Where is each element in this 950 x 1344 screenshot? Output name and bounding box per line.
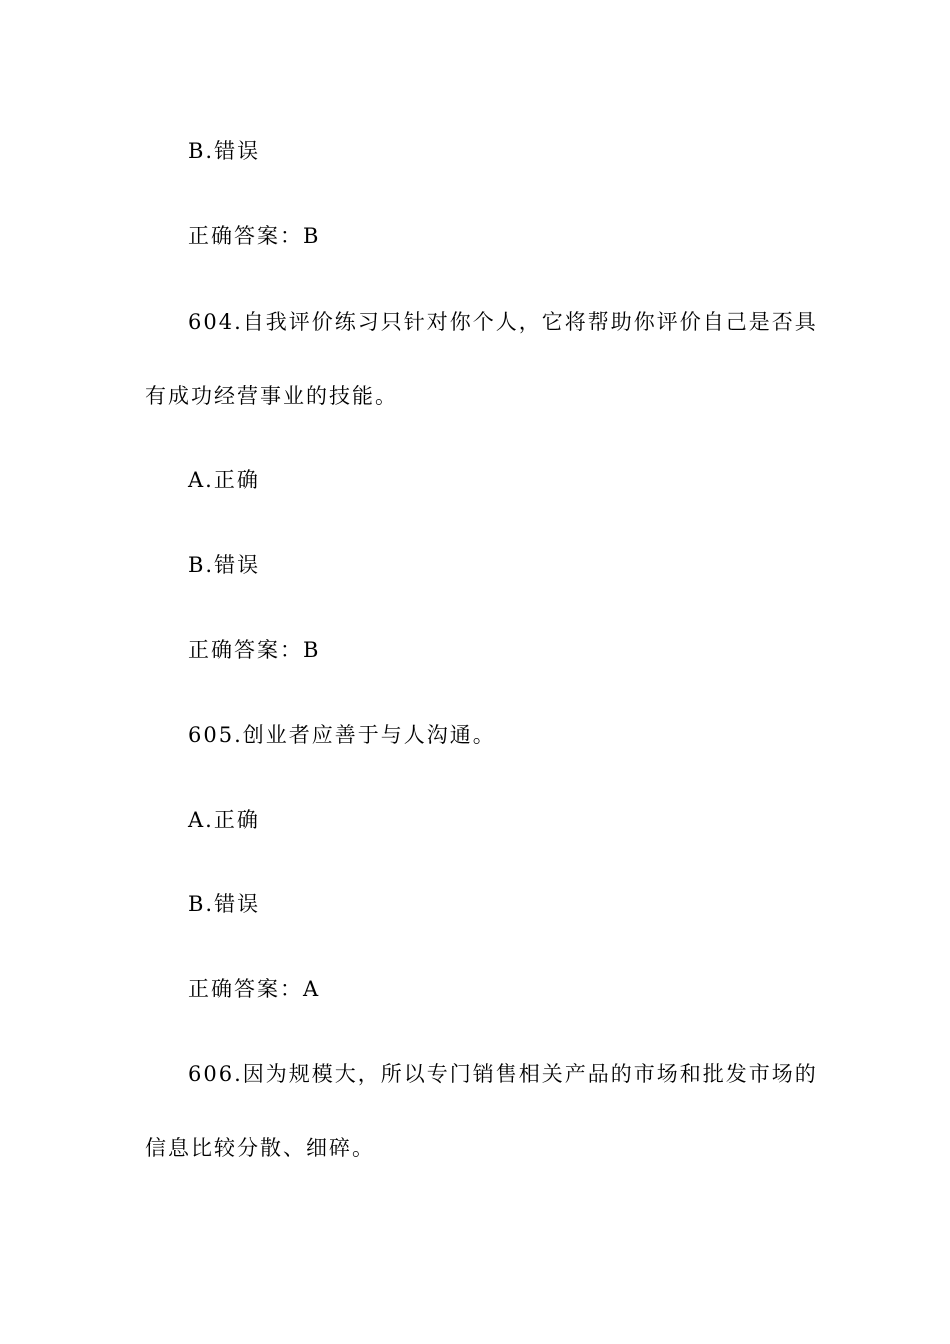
answer-text: 正确答案：B: [188, 638, 321, 662]
option-b-text: B.错误: [188, 892, 261, 916]
option-b-text: B.错误: [188, 553, 261, 577]
option-b-text: B.错误: [188, 139, 261, 163]
answer-text: 正确答案：A: [188, 977, 321, 1001]
answer-text: 正确答案：B: [188, 224, 321, 248]
question-604-text: 604.自我评价练习只针对你个人，它将帮助你评价自己是否具: [188, 310, 818, 334]
question-606-continuation: 信息比较分散、细碎。: [145, 1136, 375, 1160]
question-605-text: 605.创业者应善于与人沟通。: [188, 723, 496, 747]
question-606-text: 606.因为规模大，所以专门销售相关产品的市场和批发市场的: [188, 1062, 818, 1086]
option-a-text: A.正确: [188, 808, 260, 832]
option-a-text: A.正确: [188, 468, 260, 492]
question-604-continuation: 有成功经营事业的技能。: [145, 384, 398, 408]
